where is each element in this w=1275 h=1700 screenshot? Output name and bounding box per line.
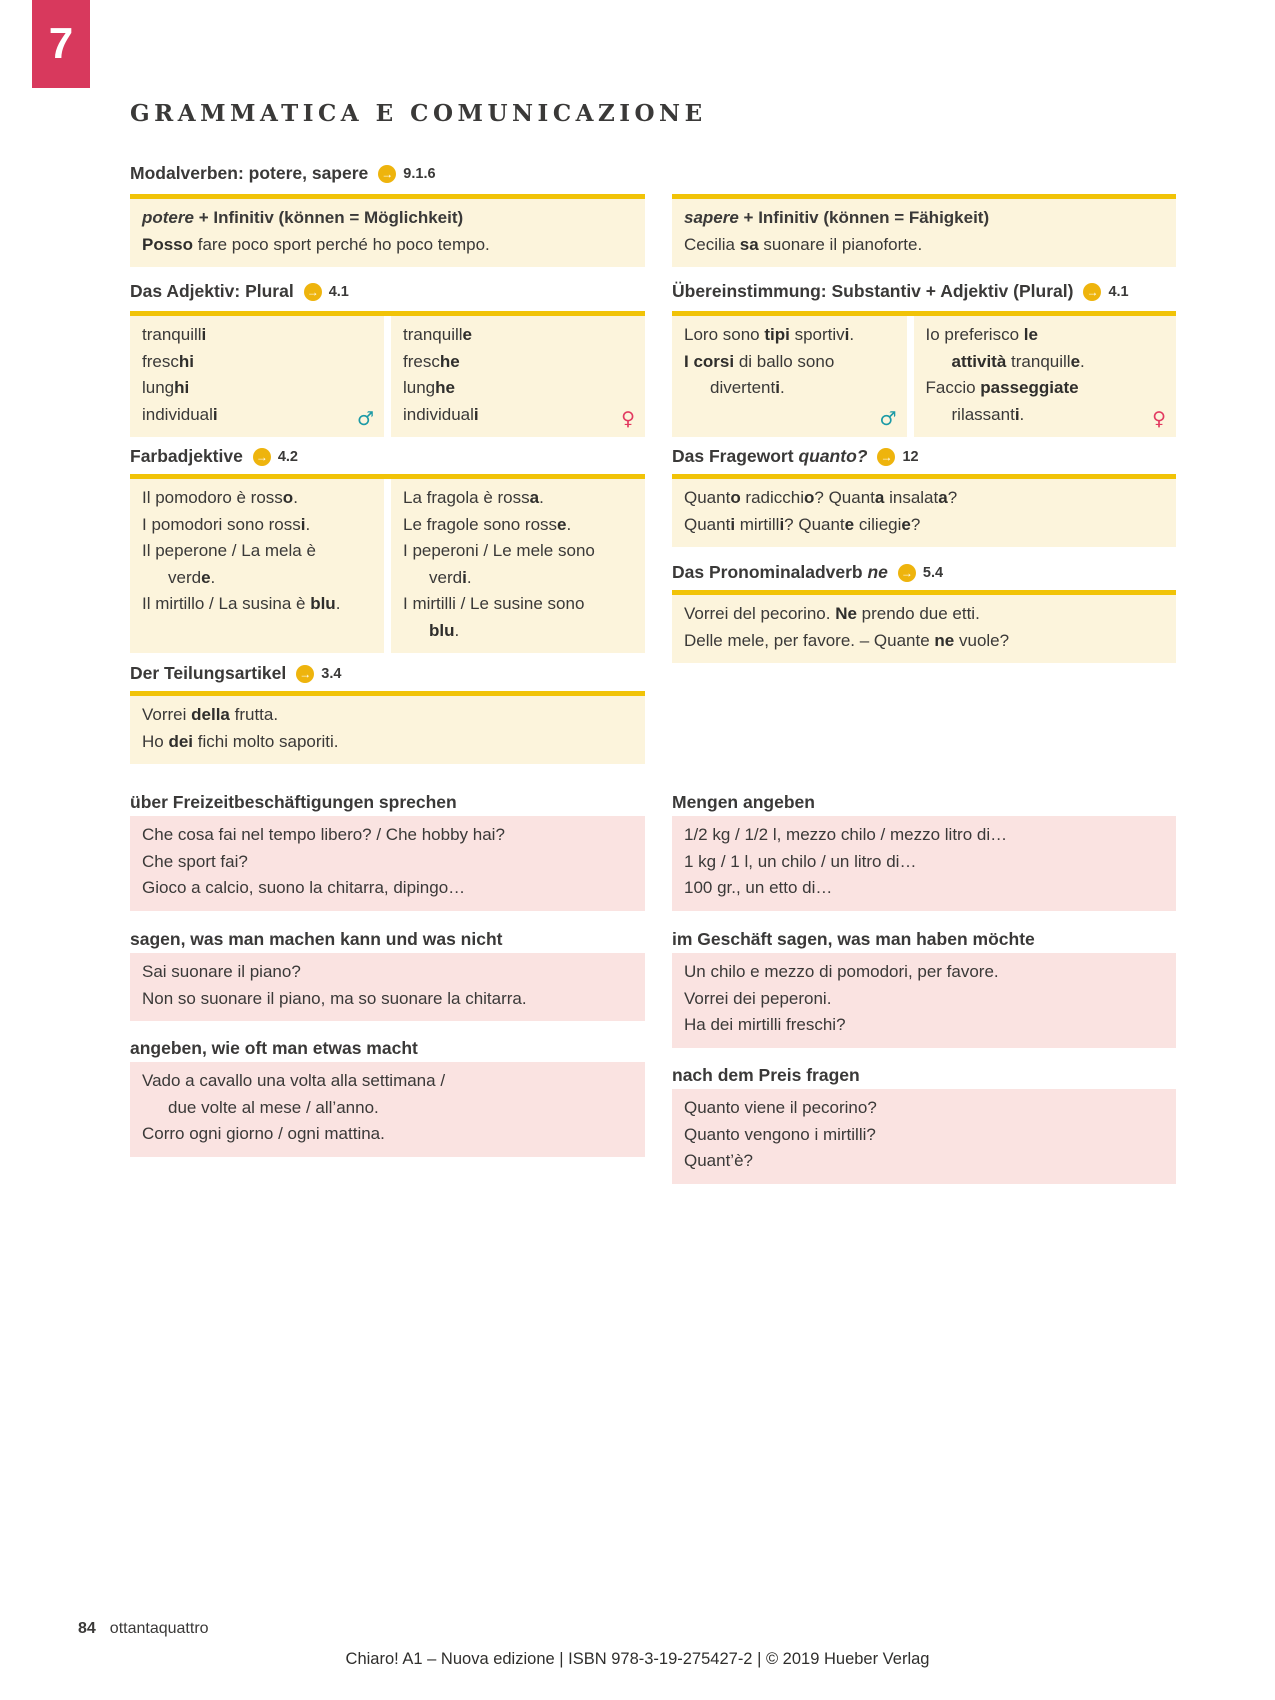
example-line: verdi.	[429, 567, 472, 587]
phrase-line: Corro ogni giorno / ogni mattina.	[142, 1124, 385, 1143]
section-header-teilungsartikel	[130, 663, 645, 684]
example-line: blu.	[429, 620, 460, 640]
example-line: I pomodori sono rossi.	[142, 514, 311, 534]
phrase-line: Vorrei dei peperoni.	[684, 988, 832, 1008]
example-line: Posso fare poco sport perché ho poco tempo.	[142, 234, 490, 254]
section-header-preis	[672, 1065, 1176, 1086]
example-line: Ho dei fichi molto saporiti.	[142, 731, 339, 751]
phrase-line: Quanto vengono i mirtilli?	[684, 1124, 876, 1144]
example-line: Il mirtillo / La susina è blu.	[142, 594, 341, 613]
feminine-column	[914, 316, 1177, 437]
page-number-row	[78, 1620, 209, 1638]
section-ref: 4.2	[277, 448, 298, 465]
page-title: GRAMMATICA E COMUNICAZIONE	[130, 100, 707, 127]
page-number: 84	[78, 1620, 96, 1637]
arrow-badge-icon: →	[253, 448, 271, 466]
example-line: I peperoni / Le mele sono	[403, 541, 595, 560]
section-header-geschaeft	[672, 929, 1176, 950]
section-header-fragewort	[672, 446, 1176, 467]
chapter-number-tab	[32, 0, 90, 88]
grammar-box-farbadjektive	[130, 474, 645, 653]
example-line: La fragola è rossa.	[403, 488, 544, 507]
definition-line: potere + Infinitiv (können = Möglichkeit)	[142, 208, 464, 227]
phrase-line: Ha dei mirtilli freschi?	[684, 1015, 846, 1034]
arrow-badge-icon: →	[898, 564, 916, 582]
box-content	[130, 199, 645, 267]
example-line: Quanto radicchio? Quanta insalata?	[684, 488, 958, 507]
section-title: Modalverben: potere, sapere	[130, 163, 369, 183]
feminine-column	[391, 316, 645, 437]
arrow-badge-icon: →	[1083, 283, 1101, 301]
section-header-pronominaladverb	[672, 562, 1176, 583]
example-line: I mirtilli / Le susine sono	[403, 594, 585, 613]
phrase-line: Non so suonare il piano, ma so suonare la chitarra.	[142, 988, 527, 1008]
box-content	[130, 1062, 645, 1157]
section-header-modalverben	[130, 163, 645, 184]
box-content	[130, 953, 645, 1021]
phrase-line: Un chilo e mezzo di pomodori, per favore.	[684, 962, 999, 981]
section-header-adjektiv-plural	[130, 281, 645, 302]
grammar-box-teilungsartikel	[130, 691, 645, 764]
example-line: Delle mele, per favore. – Quante ne vuole?	[684, 630, 1010, 650]
section-title: sagen, was man machen kann und was nicht	[130, 929, 503, 949]
box-content	[130, 696, 645, 764]
communication-box-mengen	[672, 816, 1176, 911]
communication-box-haeufigkeit	[130, 1062, 645, 1157]
masculine-column	[130, 479, 384, 653]
section-title: Übereinstimmung: Substantiv + Adjektiv (Plural)	[672, 281, 1074, 301]
imprint-line: Chiaro! A1 – Nuova edizione | ISBN 978-3-19-275427-2 | © 2019 Hueber Verlag	[345, 1650, 930, 1668]
section-ref: 9.1.6	[403, 165, 436, 182]
arrow-badge-icon: →	[877, 448, 895, 466]
section-header-haeufigkeit	[130, 1038, 645, 1059]
example-line: rilassanti.	[951, 404, 1025, 424]
example-line: verde.	[168, 567, 216, 587]
phrase-line: Vado a cavallo una volta alla settimana /	[142, 1071, 446, 1090]
phrase-line: 1 kg / 1 l, un chilo / un litro di…	[684, 851, 917, 871]
section-title: über Freizeitbeschäftigungen sprechen	[130, 792, 457, 812]
example-line: Loro sono tipi sportivi.	[684, 325, 855, 344]
box-content	[672, 199, 1176, 267]
male-icon: ♂	[879, 408, 897, 430]
phrase-line: due volte al mese / all’anno.	[168, 1097, 379, 1117]
grammar-box-adjektiv-plural	[130, 311, 645, 437]
phrase-line: 100 gr., un etto di…	[684, 878, 833, 897]
form-line: lunghi	[142, 378, 190, 397]
grammar-box-uebereinstimmung	[672, 311, 1176, 437]
example-line: Quanti mirtilli? Quante ciliegie?	[684, 514, 921, 534]
arrow-badge-icon: →	[304, 283, 322, 301]
form-line: fresche	[403, 351, 460, 371]
female-icon: ♀	[621, 408, 635, 430]
communication-box-koennen	[130, 953, 645, 1021]
example-line: Il pomodoro è rosso.	[142, 488, 298, 507]
form-line: lunghe	[403, 378, 455, 397]
example-line: attività tranquille.	[951, 351, 1085, 371]
section-title: im Geschäft sagen, was man haben möchte	[672, 929, 1035, 949]
masculine-column	[672, 316, 907, 437]
box-content	[672, 816, 1176, 911]
feminine-column	[391, 479, 645, 653]
box-content	[130, 816, 645, 911]
section-header-koennen	[130, 929, 645, 950]
section-header-uebereinstimmung	[672, 281, 1176, 302]
section-title: Der Teilungsartikel	[130, 663, 287, 683]
section-header-farbadjektive	[130, 446, 645, 467]
communication-box-preis	[672, 1089, 1176, 1184]
arrow-badge-icon: →	[296, 665, 314, 683]
section-ref: 4.1	[1108, 283, 1129, 300]
section-ref: 5.4	[922, 564, 944, 581]
grammar-box-sapere	[672, 194, 1176, 267]
section-title: Das Adjektiv: Plural	[130, 281, 294, 301]
chapter-number: 7	[48, 19, 74, 68]
section-header-mengen	[672, 792, 1176, 813]
section-ref: 3.4	[321, 665, 342, 682]
form-line: individuali	[403, 404, 479, 424]
section-ref: 12	[902, 448, 919, 465]
section-title: angeben, wie oft man etwas macht	[130, 1038, 418, 1058]
female-icon: ♀	[1152, 408, 1166, 430]
phrase-line: Che sport fai?	[142, 851, 248, 871]
grammar-box-potere	[130, 194, 645, 267]
page-number-word: ottantaquattro	[109, 1620, 209, 1637]
form-line: tranquilli	[142, 325, 207, 344]
communication-box-freizeit	[130, 816, 645, 911]
form-line: individuali	[142, 404, 218, 424]
phrase-line: Quant’è?	[684, 1151, 753, 1170]
masculine-column	[130, 316, 384, 437]
example-line: Vorrei del pecorino. Ne prendo due etti.	[684, 604, 980, 623]
phrase-line: Che cosa fai nel tempo libero? / Che hobby hai?	[142, 825, 505, 844]
example-line: I corsi di ballo sono	[684, 351, 835, 371]
example-line: Le fragole sono rosse.	[403, 514, 572, 534]
phrase-line: Quanto viene il pecorino?	[684, 1098, 877, 1117]
arrow-badge-icon: →	[378, 165, 396, 183]
section-ref: 4.1	[328, 283, 349, 300]
example-line: Cecilia sa suonare il pianoforte.	[684, 234, 923, 254]
section-header-freizeit	[130, 792, 645, 813]
phrase-line: Sai suonare il piano?	[142, 962, 301, 981]
box-content	[672, 479, 1176, 547]
male-icon: ♂	[356, 408, 374, 430]
example-line: Vorrei della frutta.	[142, 705, 279, 724]
example-line: Io preferisco le	[925, 325, 1038, 344]
form-line: tranquille	[403, 325, 473, 344]
definition-line: sapere + Infinitiv (können = Fähigkeit)	[684, 208, 990, 227]
section-title: Mengen angeben	[672, 792, 815, 812]
example-line: divertenti.	[710, 378, 785, 397]
section-title: Das Pronominaladverb ne	[672, 562, 888, 582]
section-title: Das Fragewort quanto?	[672, 446, 868, 466]
section-title: nach dem Preis fragen	[672, 1065, 860, 1085]
box-content	[672, 1089, 1176, 1184]
grammar-box-pronominaladverb	[672, 590, 1176, 663]
phrase-line: 1/2 kg / 1/2 l, mezzo chilo / mezzo litro di…	[684, 825, 1008, 844]
example-line: Il peperone / La mela è	[142, 541, 316, 560]
box-content	[672, 953, 1176, 1048]
phrase-line: Gioco a calcio, suono la chitarra, dipingo…	[142, 878, 466, 897]
section-title: Farbadjektive	[130, 446, 243, 466]
box-content	[672, 595, 1176, 663]
form-line: freschi	[142, 351, 194, 371]
grammar-box-fragewort	[672, 474, 1176, 547]
communication-box-geschaeft	[672, 953, 1176, 1048]
example-line: Faccio passeggiate	[925, 378, 1079, 397]
